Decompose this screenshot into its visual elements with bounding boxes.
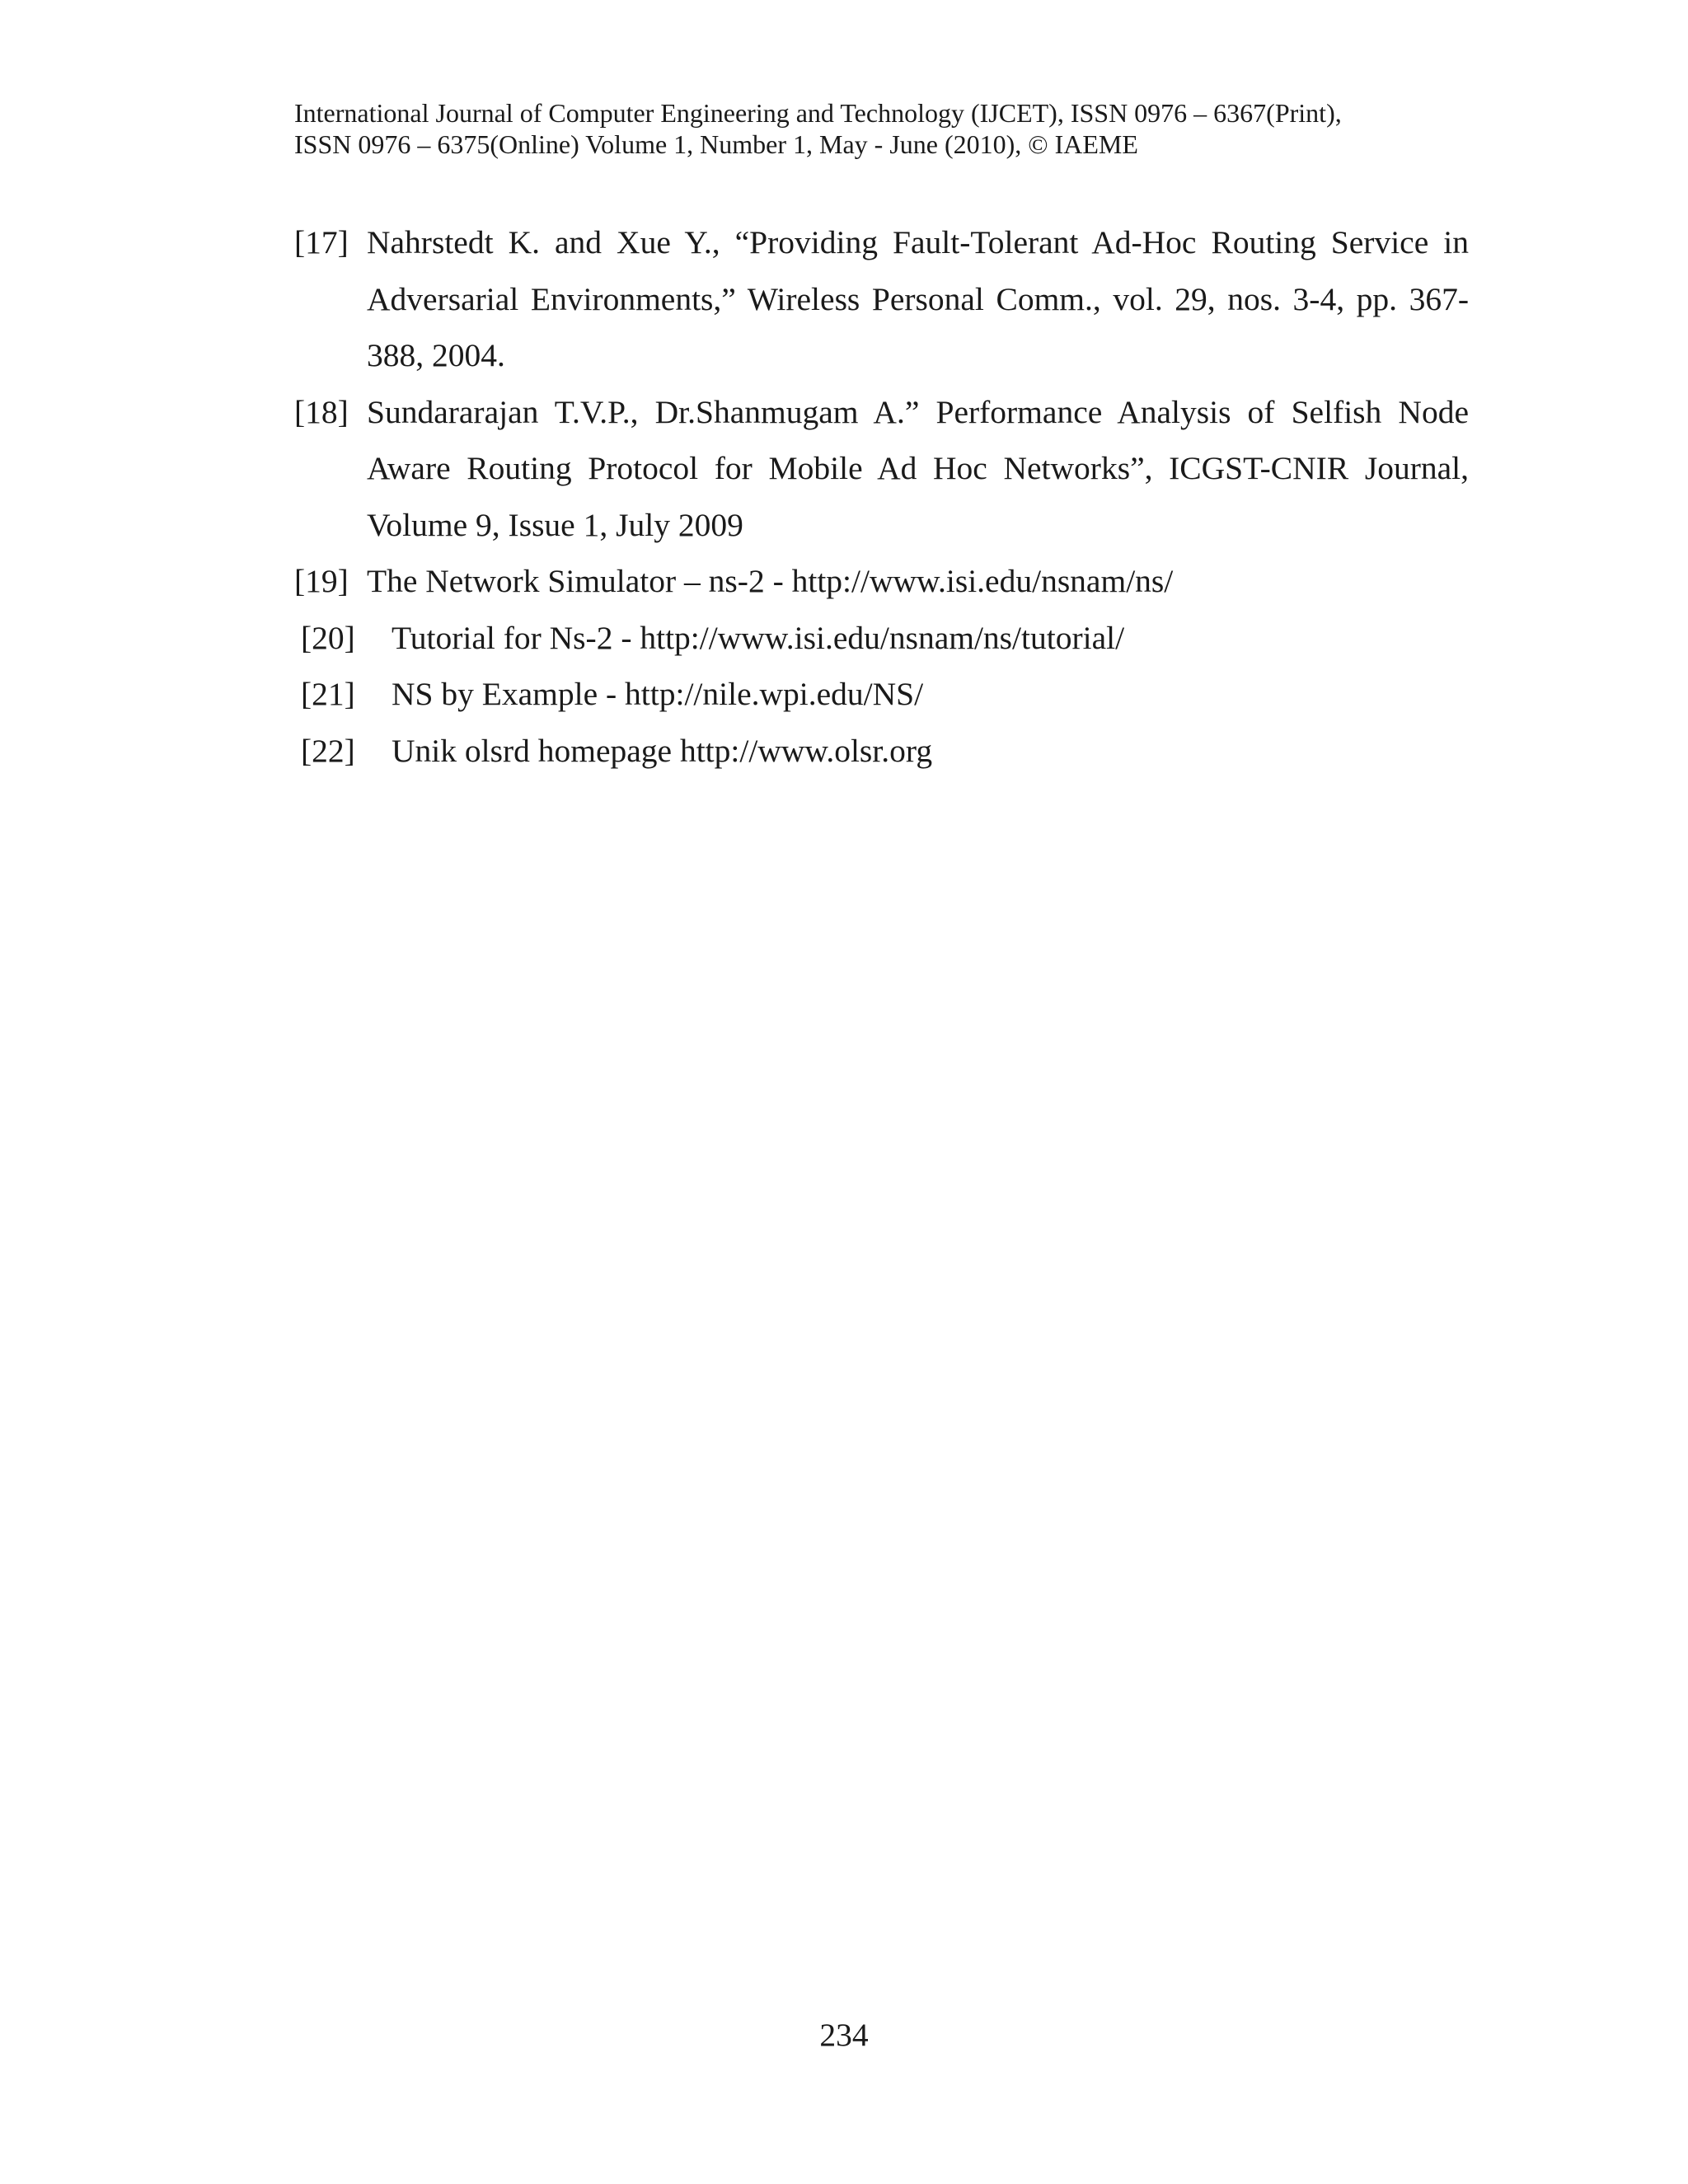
reference-number: [20] xyxy=(301,619,355,656)
reference-text: Unik olsrd homepage http://www.olsr.org xyxy=(392,732,933,769)
reference-number: [17] xyxy=(294,224,349,260)
reference-number: [19] xyxy=(294,563,349,599)
reference-item xyxy=(294,723,1469,780)
header-line-1: International Journal of Computer Engineering and Technology (IJCET), ISSN 0976 – 6367(Print), xyxy=(294,98,1342,128)
reference-number: [18] xyxy=(294,393,349,430)
reference-list xyxy=(294,214,1469,779)
page-number: 234 xyxy=(819,2017,869,2053)
reference-item xyxy=(294,666,1469,723)
reference-item xyxy=(294,553,1469,610)
reference-item xyxy=(294,214,1469,384)
reference-text: NS by Example - http://nile.wpi.edu/NS/ xyxy=(392,676,924,712)
reference-text: The Network Simulator – ns-2 - http://www.isi.edu/nsnam/ns/ xyxy=(367,563,1174,599)
reference-number: [22] xyxy=(301,732,355,769)
reference-number: [21] xyxy=(301,676,355,712)
reference-text: Tutorial for Ns-2 - http://www.isi.edu/nsnam/ns/tutorial/ xyxy=(392,619,1125,656)
reference-text: Nahrstedt K. and Xue Y., “Providing Fault-Tolerant Ad-Hoc Routing Service in Adversarial Environments,” Wireless Personal Comm., vol. 29, nos. 3-4, pp. 367-388, 2004. xyxy=(367,224,1469,373)
reference-text: Sundararajan T.V.P., Dr.Shanmugam A.” Performance Analysis of Selfish Node Aware Routing Protocol for Mobile Ad Hoc Networks”, ICGST-CNIR Journal, Volume 9, Issue 1, July 2009 xyxy=(367,393,1469,543)
running-header xyxy=(294,97,1448,160)
header-line-2: ISSN 0976 – 6375(Online) Volume 1, Number 1, May - June (2010), © IAEME xyxy=(294,129,1138,159)
reference-item xyxy=(294,384,1469,554)
reference-item xyxy=(294,610,1469,667)
